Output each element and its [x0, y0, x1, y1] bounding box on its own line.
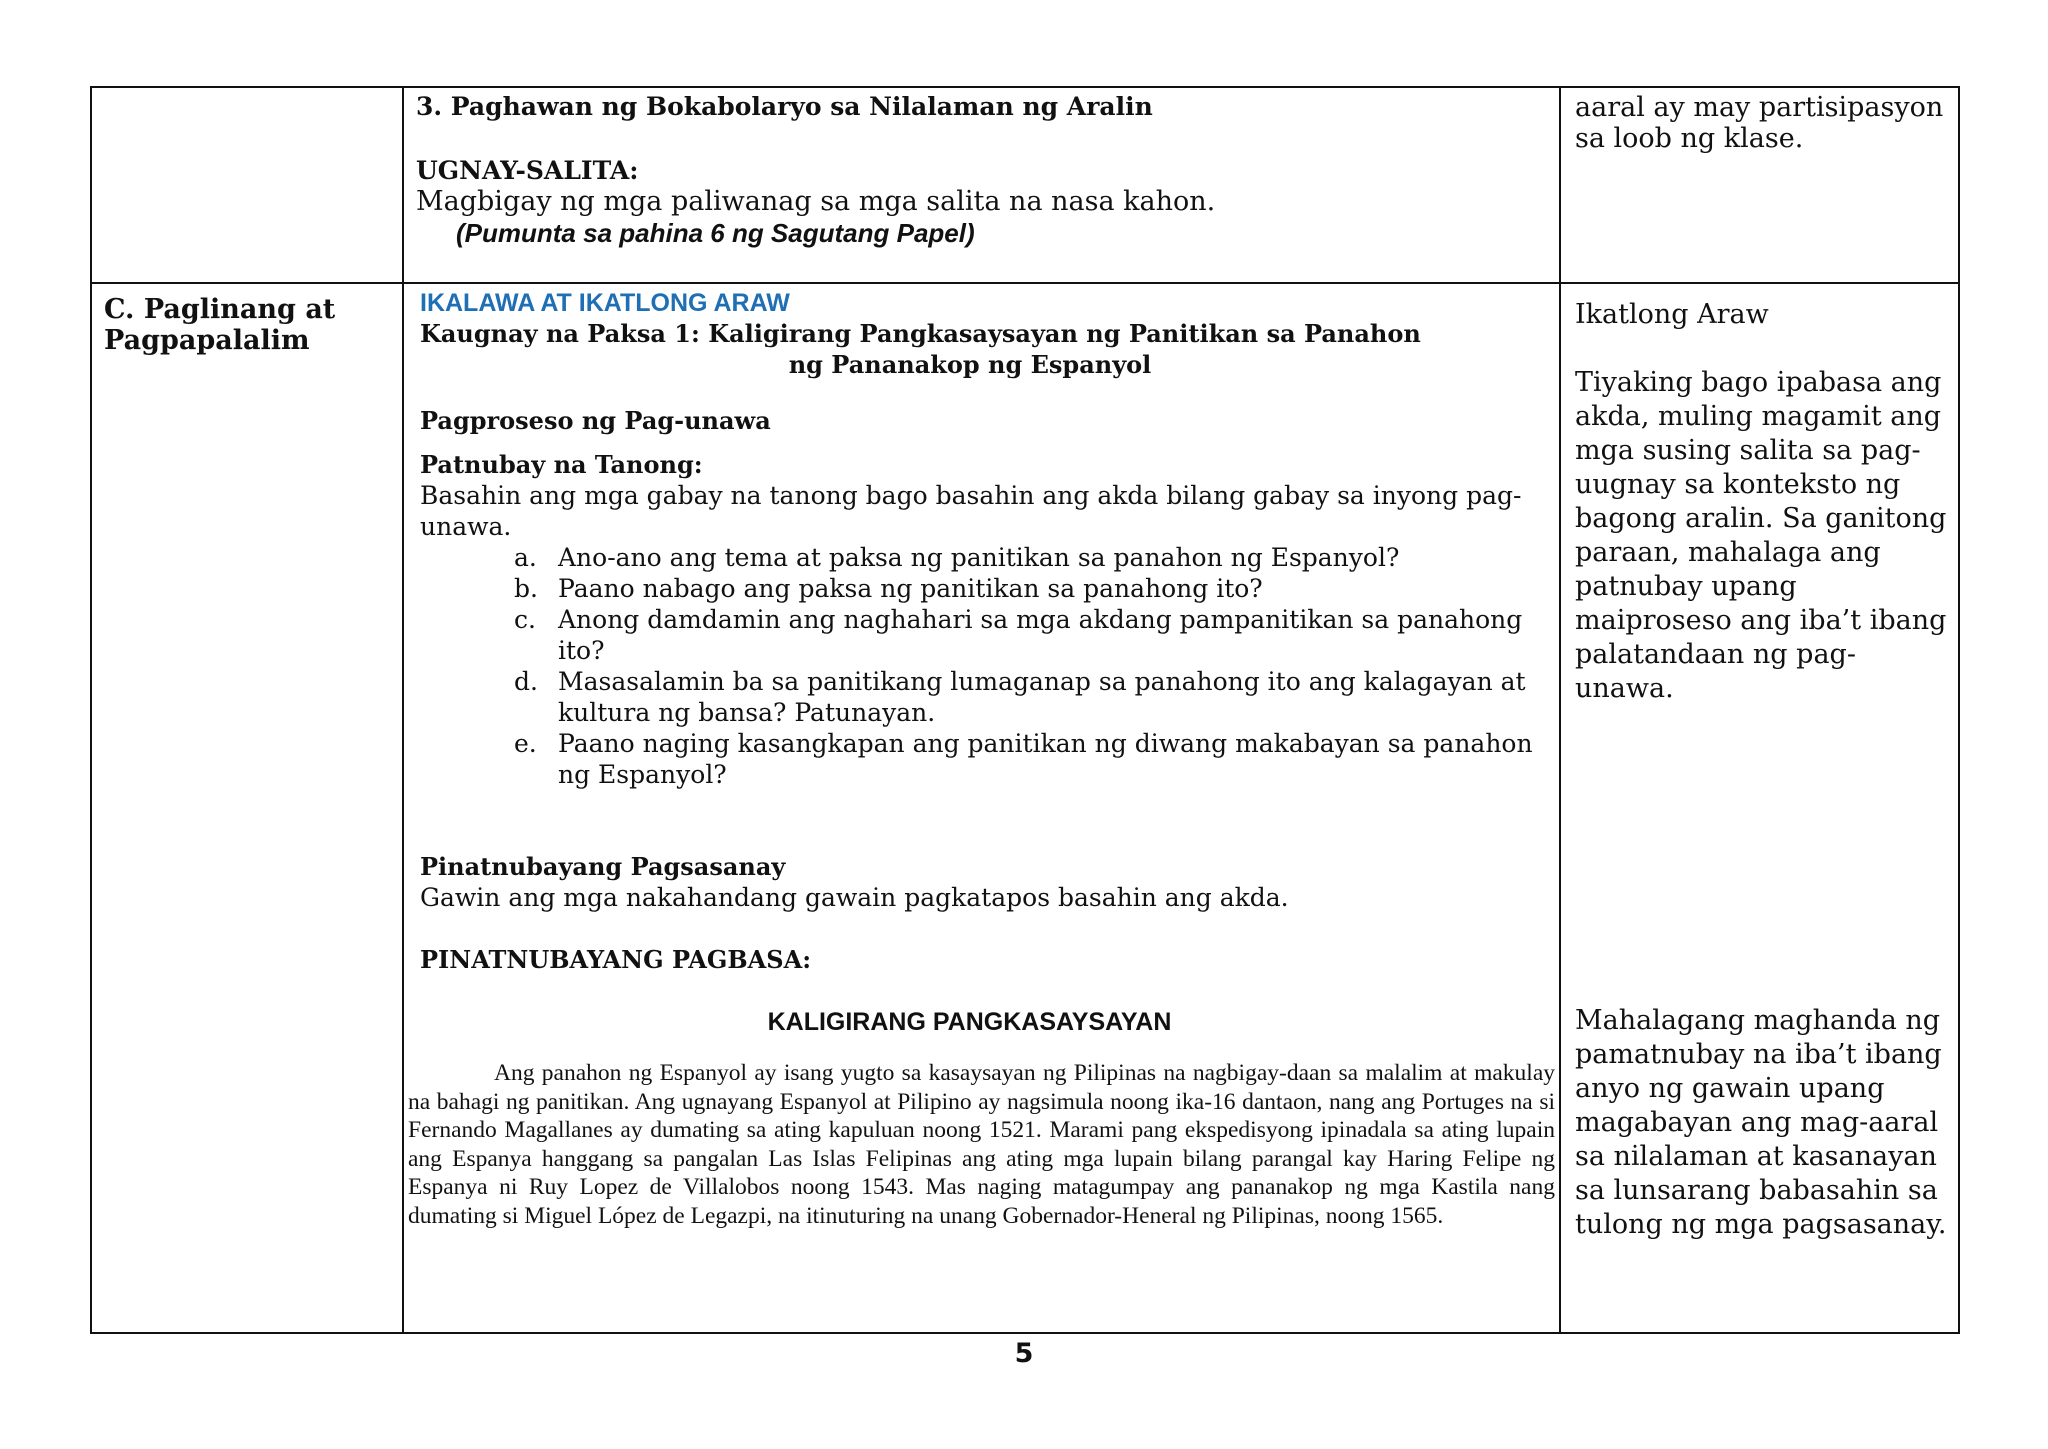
- practice-heading: Pinatnubayang Pagsasanay: [420, 852, 786, 881]
- answer-sheet-note: (Pumunta sa pahina 6 ng Sagutang Papel): [456, 218, 975, 248]
- teacher-note-reading: Mahalagang maghanda ng pamatnubay na iba’t ibang anyo ng gawain upang magabayan ang mag-aaral sa nilalaman at kasanayan sa lunsarang babasahin sa tulong ng mga pagsasanay.: [1575, 1005, 1947, 1240]
- left-cell: [91, 283, 403, 1333]
- section-heading-line2: Pagpapalalim: [104, 325, 310, 356]
- reading-title: KALIGIRANG PANGKASAYSAYAN: [767, 1008, 1172, 1036]
- right-cell: [1560, 87, 1959, 283]
- question-letter: a.: [514, 543, 537, 572]
- reading-heading: PINATNUBAYANG PAGBASA:: [420, 945, 812, 974]
- question-letter: d.: [514, 667, 538, 696]
- table-row: [91, 283, 1959, 1333]
- guide-text: Basahin ang mga gabay na tanong bago basahin ang akda bilang gabay sa inyong pag-unawa.: [420, 481, 1522, 541]
- section-heading-line1: C. Paglinang at: [104, 294, 336, 325]
- middle-cell: [403, 283, 1560, 1333]
- process-heading: Pagproseso ng Pag-unawa: [420, 406, 771, 435]
- list-item: [514, 573, 1555, 604]
- table-row: [91, 87, 1959, 283]
- vocabulary-instruction: Magbigay ng mga paliwanag sa mga salita na nasa kahon.: [416, 186, 1216, 217]
- question-list: [404, 542, 1555, 790]
- topic-heading-line1: Kaugnay na Paksa 1: Kaligirang Pangkasaysayan ng Panitikan sa Panahon: [420, 319, 1421, 348]
- ugnay-salita-heading: UGNAY-SALITA:: [416, 156, 639, 185]
- list-item: [514, 542, 1555, 573]
- right-day-label: Ikatlong Araw: [1575, 299, 1769, 330]
- question-text: Paano nabago ang paksa ng panitikan sa panahong ito?: [558, 574, 1263, 603]
- practice-text: Gawin ang mga nakahandang gawain pagkatapos basahin ang akda.: [420, 883, 1289, 912]
- question-letter: e.: [514, 729, 537, 758]
- reading-paragraph: Ang panahon ng Espanyol ay isang yugto sa kasaysayan ng Pilipinas na nagbigay-daan sa malalim at makulay na bahagi ng panitikan. Ang ugnayang Espanyol at Pilipino ay nagsimula noong ika-16 dantaon, nang ang Portuges na si Fernando Magallanes ay dumating sa ating kapuluan noong 1521. Marami pang ekspedisyong ipinadala sa ating lupain ang Espanya hanggang sa pangalan Las Islas Felipinas ang ating mga lupain bilang parangal kay Haring Felipe ng Espanya ni Ruy Lopez de Villalobos noong 1543. Mas naging matagumpay ang pananakop ng mga Kastila nang dumating si Miguel López de Legazpi, na itinuturing na unang Gobernador-Heneral ng Pilipinas, noong 1565.: [408, 1060, 1555, 1229]
- lesson-plan-table: [90, 86, 1960, 1334]
- question-letter: b.: [514, 574, 538, 603]
- list-item: [514, 728, 1555, 790]
- section-heading: [92, 284, 402, 356]
- topic-heading-line2: ng Pananakop ng Espanyol: [788, 350, 1152, 379]
- day-heading: IKALAWA AT IKATLONG ARAW: [420, 289, 790, 317]
- teacher-note-guide: Tiyaking bago ipabasa ang akda, muling magamit ang mga susing salita sa pag-uugnay sa konteksto ng bagong aralin. Sa ganitong paraan, mahalaga ang patnubay upang maiproseso ang iba’t ibang palatandaan ng pag-unawa.: [1575, 367, 1947, 704]
- question-text: Ano-ano ang tema at paksa ng panitikan sa panahon ng Espanyol?: [558, 543, 1400, 572]
- right-cell: [1560, 283, 1959, 1333]
- question-text: Masasalamin ba sa panitikang lumaganap sa panahong ito ang kalagayan at kultura ng bansa? Patunayan.: [558, 667, 1526, 727]
- left-cell-empty: [91, 87, 403, 283]
- guide-heading: Patnubay na Tanong:: [420, 450, 703, 479]
- list-item: [514, 604, 1555, 666]
- question-letter: c.: [514, 605, 536, 634]
- vocabulary-heading: 3. Paghawan ng Bokabolaryo sa Nilalaman ng Aralin: [416, 92, 1153, 121]
- list-item: [514, 666, 1555, 728]
- middle-cell: [403, 87, 1560, 283]
- question-text: Anong damdamin ang naghahari sa mga akdang pampanitikan sa panahong ito?: [558, 605, 1523, 665]
- teacher-note: aaral ay may partisipasyon sa loob ng klase.: [1575, 92, 1944, 154]
- question-text: Paano naging kasangkapan ang panitikan ng diwang makabayan sa panahon ng Espanyol?: [558, 729, 1533, 789]
- page-number: 5: [1014, 1338, 1034, 1369]
